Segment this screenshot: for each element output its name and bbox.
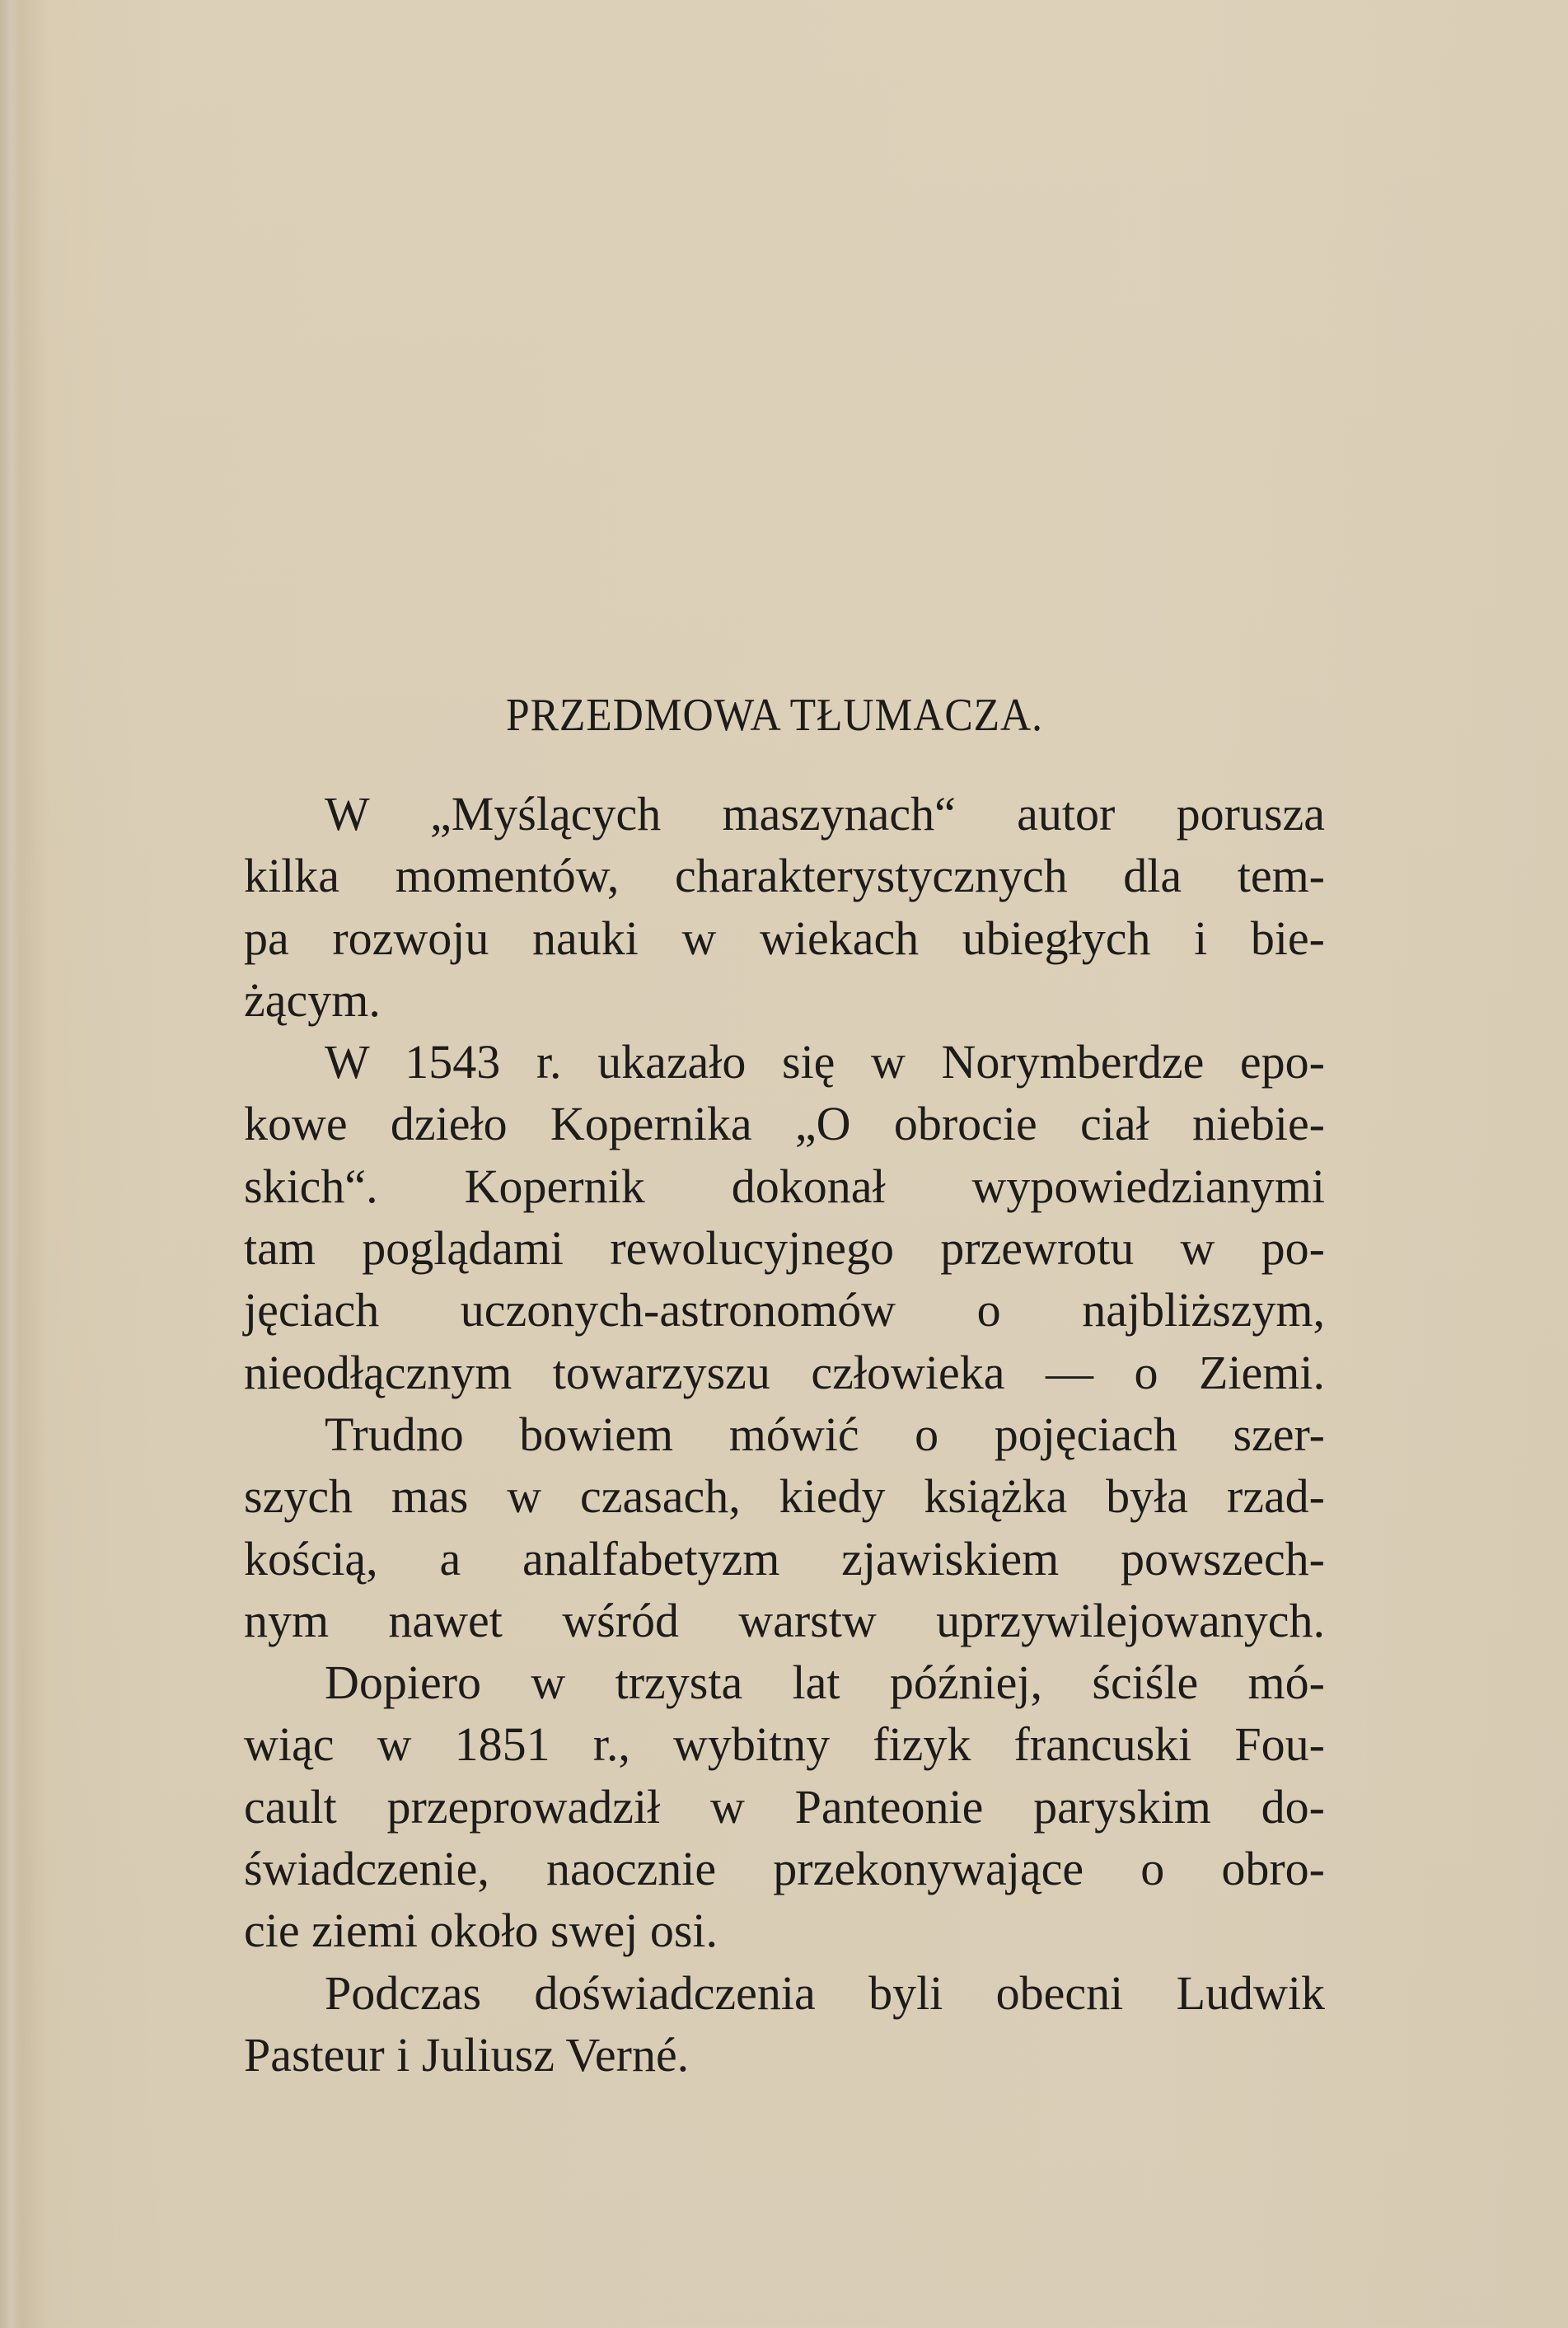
text-line: wiąc w 1851 r., wybitny fizyk francuski Fou- xyxy=(244,1717,1325,1772)
page-title: PRZEDMOWA TŁUMACZA. xyxy=(506,690,1043,741)
text-line: Dopiero w trzysta lat później, ściśle mó- xyxy=(325,1656,1325,1710)
text-line: skich“. Kopernik dokonał wypowiedzianymi xyxy=(244,1159,1325,1213)
text-line: kilka momentów, charakterystycznych dla tem- xyxy=(244,849,1325,903)
text-line: W 1543 r. ukazało się w Norymberdze epo- xyxy=(325,1035,1325,1089)
text-line: szych mas w czasach, kiedy książka była rzad- xyxy=(244,1469,1325,1524)
text-line: W „Myślących maszynach“ autor porusza xyxy=(325,787,1325,841)
text-line: nym nawet wśród warstw uprzywilejowanych. xyxy=(244,1593,1325,1647)
text-line: cie ziemi około swej osi. xyxy=(244,1904,718,1958)
text-line: pa rozwoju nauki w wiekach ubiegłych i bie- xyxy=(244,911,1325,965)
text-line: nieodłącznym towarzyszu człowieka — o Ziemi. xyxy=(244,1345,1325,1399)
text-line: tam poglądami rewolucyjnego przewrotu w po- xyxy=(244,1221,1325,1276)
text-line: Pasteur i Juliusz Verné. xyxy=(244,2027,690,2082)
text-line: Trudno bowiem mówić o pojęciach szer- xyxy=(325,1407,1325,1461)
text-line: kością, a analfabetyzm zjawiskiem powszech- xyxy=(244,1531,1325,1586)
text-line: kowe dzieło Kopernika „O obrocie ciał niebie- xyxy=(244,1097,1325,1151)
text-line: świadczenie, naocznie przekonywające o obro- xyxy=(244,1842,1325,1896)
preface-text xyxy=(244,783,1325,2086)
text-line: cault przeprowadził w Panteonie paryskim do- xyxy=(244,1779,1325,1834)
text-line: Podczas doświadczenia byli obecni Ludwik xyxy=(325,1965,1325,2020)
text-line: żącym. xyxy=(244,972,381,1027)
text-line: jęciach uczonych-astronomów o najbliższym, xyxy=(244,1283,1325,1337)
